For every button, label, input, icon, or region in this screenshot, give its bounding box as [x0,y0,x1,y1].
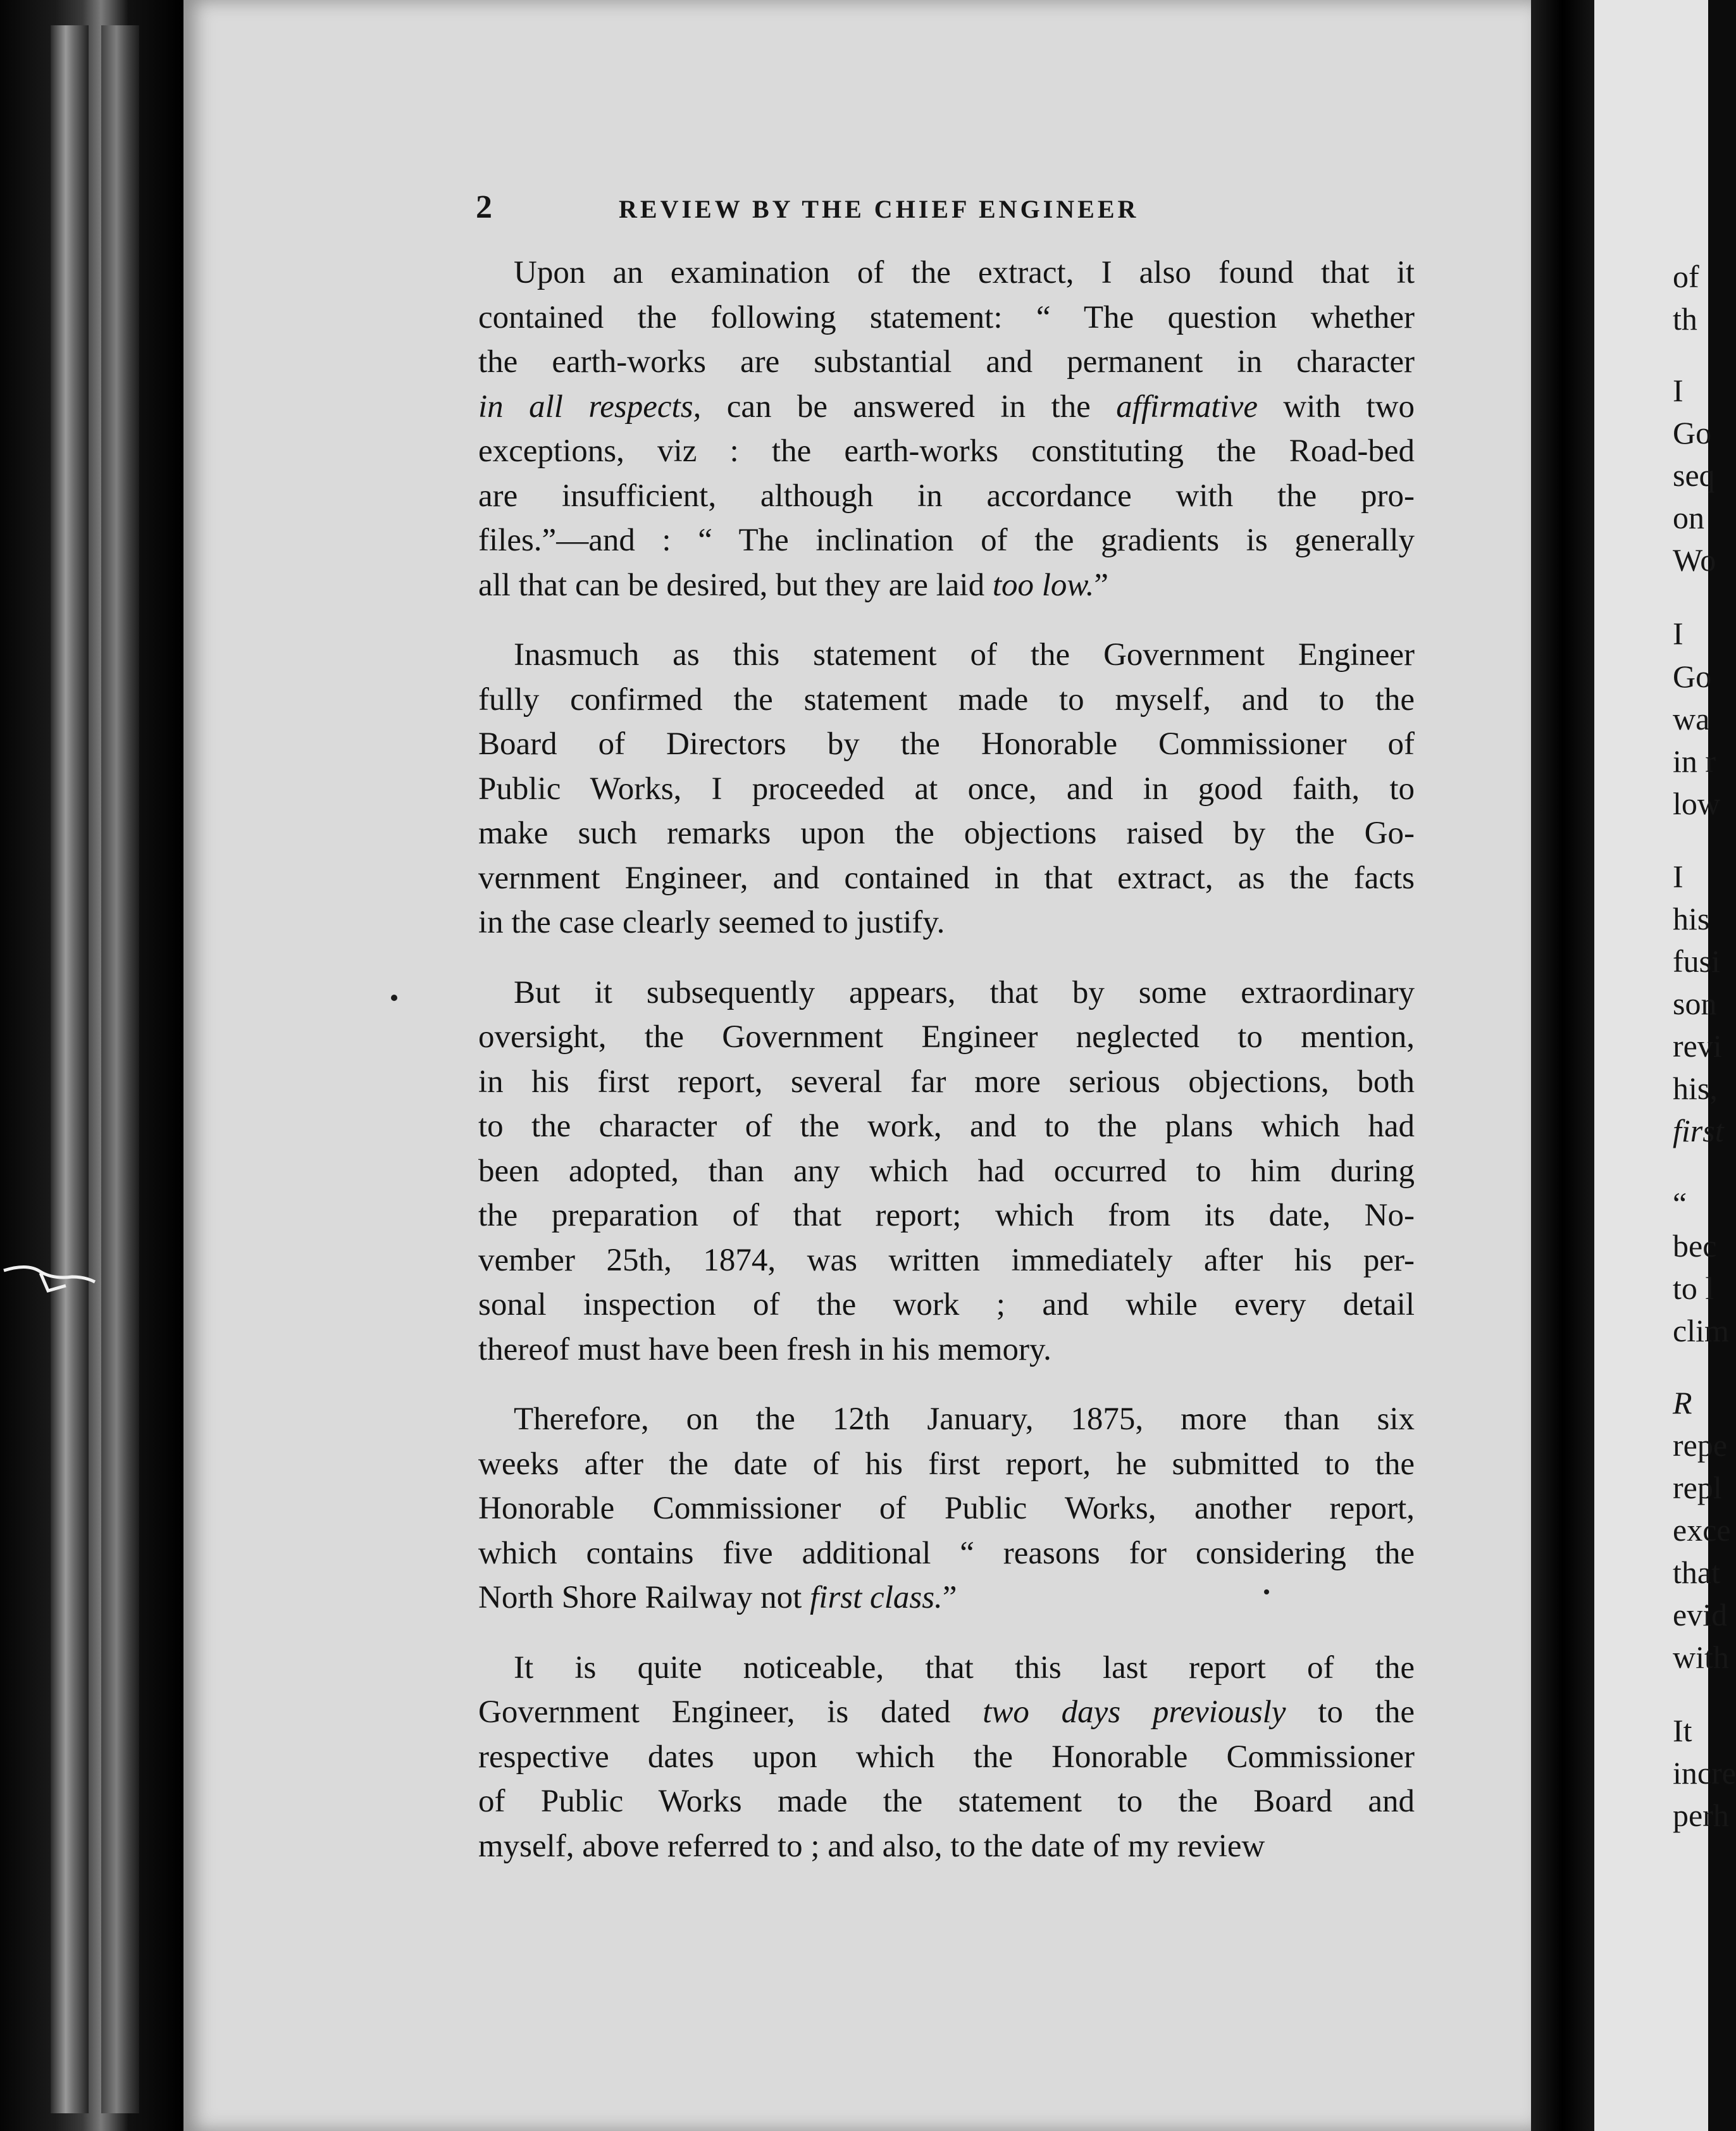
text-line: thereof must have been fresh in his memory. [478,1331,1051,1367]
ink-speck [391,995,397,1001]
book-gutter [1531,0,1594,2131]
facing-page-fragment: repl [1673,1470,1722,1505]
text-line: files.”—and : “ The inclination of the gradients is generally [478,523,1415,558]
italic-text: too low. [992,567,1094,603]
text-line [478,385,1415,430]
text-line: oversight, the Government Engineer neglected to mention, [478,1019,1415,1055]
facing-page-fragment: Go [1673,415,1712,450]
facing-page-fragment: son [1673,986,1717,1021]
text-line: Board of Directors by the Honorable Commissioner of [478,726,1415,762]
facing-page-fragment: low [1673,786,1720,821]
paragraph [478,971,1415,1372]
facing-page-fragment: of [1673,259,1699,294]
text-run: ” [942,1580,957,1615]
page-number: 2 [476,189,492,225]
facing-page-fragment: perh [1673,1798,1729,1833]
running-head-title: REVIEW BY THE CHIEF ENGINEER [619,195,1139,223]
facing-page-fragment: revi [1673,1028,1722,1064]
facing-page-fragment: exce [1673,1512,1731,1548]
paragraph [478,1397,1415,1620]
facing-page-fragment: on [1673,500,1704,535]
text-line: vernment Engineer, and contained in that extract, as the facts [478,860,1415,896]
facing-page-fragment: to l [1673,1271,1714,1306]
text-line [478,563,1415,608]
text-line: of Public Works made the statement to the Board and [478,1784,1415,1819]
facing-page-fragment: wa [1673,701,1710,736]
text-line: It is quite noticeable, that this last report of the [514,1650,1415,1686]
facing-page-fragment: “ [1673,1186,1687,1221]
text-run: to the [1286,1694,1415,1730]
text-run: ” [1094,567,1109,603]
paragraph [478,251,1415,607]
text-run: North Shore Railway not [478,1580,810,1615]
italic-text: affirmative [1116,388,1258,425]
facing-page-fragment: his [1673,901,1710,936]
text-line: weeks after the date of his first report, he submitted to the [478,1446,1415,1482]
text-line: Inasmuch as this statement of the Government Engineer [514,637,1415,673]
text-run: Government Engineer, is dated [478,1694,983,1730]
facing-page-fragment: R [1673,1385,1692,1420]
text-line: are insufficient, although in accordance with the pro- [478,478,1415,514]
text-line: fully confirmed the statement made to myself, and to the [478,681,1415,718]
text-line: Therefore, on the 12th January, 1875, more than six [514,1401,1415,1437]
facing-page-fragment: first [1673,1113,1724,1148]
facing-page-fragment: clim [1673,1313,1729,1348]
text-line: vember 25th, 1874, was written immediately after his per- [478,1242,1415,1278]
italic-text: first class. [810,1580,943,1615]
facing-page-fragment: repe [1673,1427,1728,1463]
text-line: contained the following statement: “ The question whether [478,299,1415,335]
facing-page-fragment: fusi [1673,943,1720,979]
facing-page-fragment: seq [1673,457,1715,493]
text-line: been adopted, than any which had occurred to him during [478,1153,1415,1189]
text-line: Upon an examination of the extract, I also found that it [514,255,1415,290]
facing-page-fragment: I [1673,616,1683,651]
text-line: to the character of the work, and to the plans which had [478,1109,1415,1144]
text-line: exceptions, viz : the earth-works constituting the Road-bed [478,433,1415,469]
facing-page-fragment: in r [1673,743,1716,779]
text-run: all that can be desired, but they are laid [478,567,993,603]
facing-page-fragment: I [1673,859,1683,894]
paragraph [478,633,1415,945]
facing-page-fragment: incre [1673,1755,1736,1791]
text-run: can be answered in the [701,388,1117,425]
text-line: the earth-works are substantial and permanent in character [478,344,1415,380]
facing-page-fragment: his, [1673,1071,1718,1106]
running-head [476,189,1417,226]
facing-page-fragment: I [1673,373,1683,408]
text-line [478,1690,1415,1735]
facing-page-fragment: Go [1673,659,1712,694]
facing-page-fragment: with [1673,1639,1729,1675]
italic-text: two days previously [983,1694,1286,1730]
text-line: the preparation of that report; which from its date, No- [478,1198,1415,1233]
facing-page-edge [1594,0,1736,2131]
binding-clip-mark [3,1258,97,1296]
book-binding [0,0,183,2131]
facing-page-fragment: evid [1673,1597,1728,1632]
facing-page-fragment: Wo [1673,542,1716,578]
text-line: in his first report, several far more serious objections, both [478,1064,1415,1100]
text-line: in the case clearly seemed to justify. [478,905,945,940]
text-line: Public Works, I proceeded at once, and in good faith, to [478,771,1415,807]
facing-page-fragment: It [1673,1713,1692,1748]
italic-text: in all respects, [478,388,702,425]
text-run: with two [1258,388,1415,425]
body-text [478,251,1415,1894]
facing-page-fragment: bec [1673,1228,1717,1264]
paragraph [478,1646,1415,1869]
page-edge [101,25,139,2113]
text-line: respective dates upon which the Honorable Commissioner [478,1739,1415,1775]
text-line [478,1575,1415,1620]
text-line: which contains five additional “ reasons for considering the [478,1535,1415,1571]
text-line: myself, above referred to ; and also, to the date of my review [478,1828,1265,1864]
text-line: sonal inspection of the work ; and while every detail [478,1287,1415,1322]
text-line: Honorable Commissioner of Public Works, another report, [478,1491,1415,1526]
text-line: make such remarks upon the objections raised by the Go- [478,816,1415,851]
text-line: But it subsequently appears, that by some extraordinary [514,974,1415,1010]
facing-page-fragment: th [1673,301,1697,337]
facing-page-fragment: that [1673,1555,1720,1590]
page-edge [51,25,89,2113]
